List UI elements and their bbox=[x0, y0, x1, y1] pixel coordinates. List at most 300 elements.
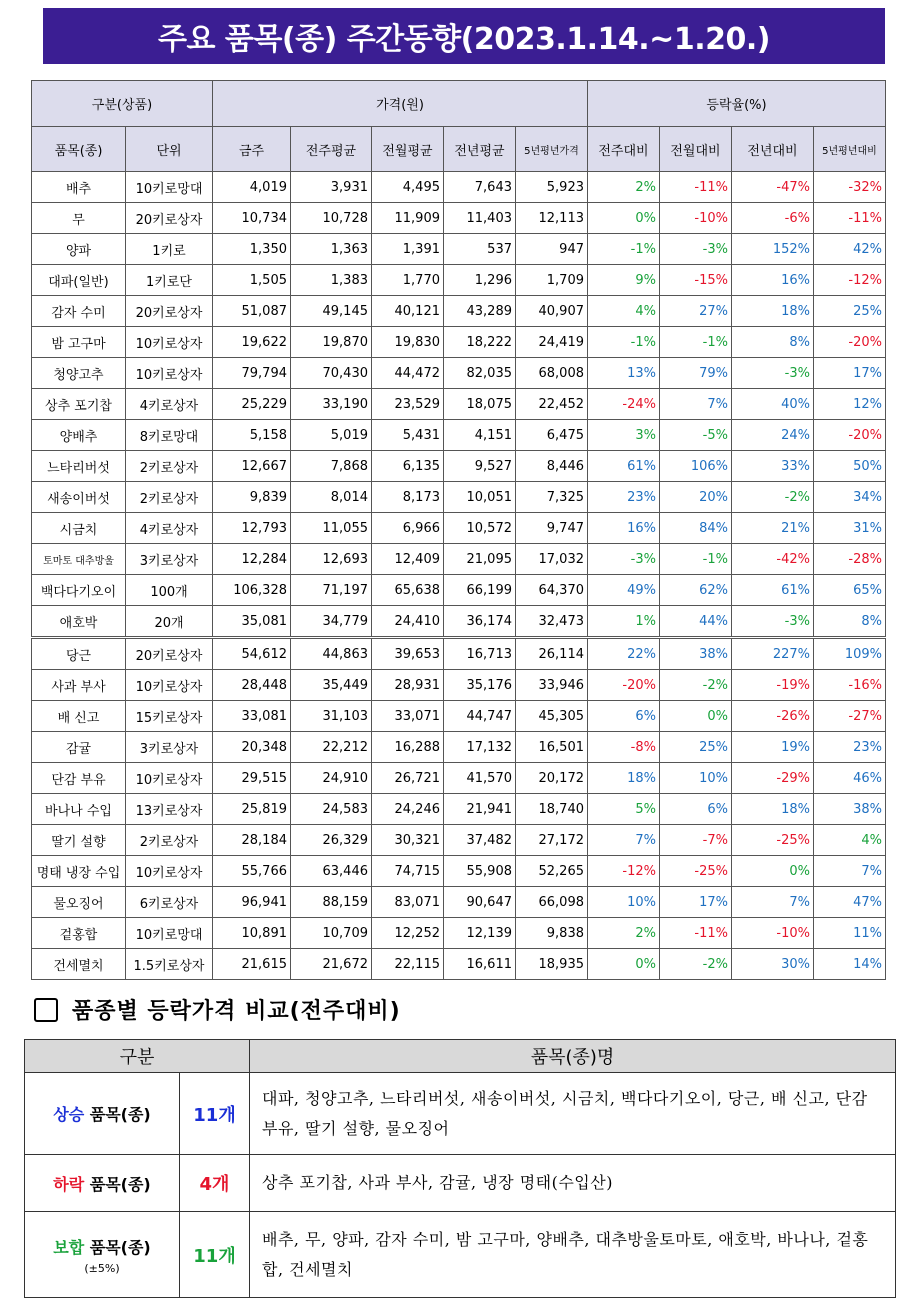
change-cell: -11% bbox=[660, 918, 732, 949]
unit-cell: 10키로상자 bbox=[126, 763, 213, 794]
unit-cell: 4키로상자 bbox=[126, 513, 213, 544]
price-cell: 12,667 bbox=[213, 451, 291, 482]
price-cell: 12,409 bbox=[372, 544, 444, 575]
change-cell: 30% bbox=[732, 949, 814, 980]
table-row bbox=[32, 265, 886, 296]
change-cell: 17% bbox=[660, 887, 732, 918]
price-cell: 9,838 bbox=[516, 918, 588, 949]
unit-cell: 2키로상자 bbox=[126, 451, 213, 482]
price-cell: 27,172 bbox=[516, 825, 588, 856]
change-cell: 8% bbox=[814, 606, 886, 638]
change-cell: 8% bbox=[732, 327, 814, 358]
item-name-cell: 배 신고 bbox=[32, 701, 126, 732]
unit-cell: 10키로망대 bbox=[126, 172, 213, 203]
price-cell: 28,448 bbox=[213, 670, 291, 701]
header-this-week: 금주 bbox=[213, 127, 291, 172]
table-row bbox=[32, 701, 886, 732]
table-row bbox=[32, 420, 886, 451]
change-cell: 25% bbox=[660, 732, 732, 763]
price-cell: 35,176 bbox=[444, 670, 516, 701]
price-cell: 12,139 bbox=[444, 918, 516, 949]
change-cell: 0% bbox=[588, 949, 660, 980]
change-cell: 0% bbox=[660, 701, 732, 732]
price-cell: 68,008 bbox=[516, 358, 588, 389]
price-cell: 21,615 bbox=[213, 949, 291, 980]
price-cell: 33,190 bbox=[291, 389, 372, 420]
change-cell: 61% bbox=[588, 451, 660, 482]
price-cell: 11,403 bbox=[444, 203, 516, 234]
header-price-group: 가격(원) bbox=[213, 81, 588, 127]
item-name-cell: 물오징어 bbox=[32, 887, 126, 918]
change-cell: 2% bbox=[588, 172, 660, 203]
change-cell: 16% bbox=[588, 513, 660, 544]
table-row bbox=[32, 856, 886, 887]
price-cell: 39,653 bbox=[372, 638, 444, 670]
price-cell: 26,329 bbox=[291, 825, 372, 856]
price-cell: 5,019 bbox=[291, 420, 372, 451]
price-cell: 34,779 bbox=[291, 606, 372, 638]
cmp-fall-count: 4개 bbox=[180, 1155, 250, 1212]
price-table bbox=[31, 80, 886, 980]
unit-cell: 1.5키로상자 bbox=[126, 949, 213, 980]
item-name-cell: 감귤 bbox=[32, 732, 126, 763]
item-name-cell: 바나나 수입 bbox=[32, 794, 126, 825]
price-cell: 40,907 bbox=[516, 296, 588, 327]
price-cell: 28,931 bbox=[372, 670, 444, 701]
change-cell: 227% bbox=[732, 638, 814, 670]
change-cell: 18% bbox=[732, 794, 814, 825]
table-row bbox=[32, 327, 886, 358]
change-cell: 38% bbox=[814, 794, 886, 825]
cmp-header-category: 구분 bbox=[25, 1040, 250, 1073]
change-cell: 27% bbox=[660, 296, 732, 327]
unit-cell: 1키로단 bbox=[126, 265, 213, 296]
price-cell: 12,693 bbox=[291, 544, 372, 575]
item-name-cell: 느타리버섯 bbox=[32, 451, 126, 482]
table-row bbox=[32, 513, 886, 544]
header-vs-week: 전주대비 bbox=[588, 127, 660, 172]
price-cell: 18,222 bbox=[444, 327, 516, 358]
price-cell: 16,501 bbox=[516, 732, 588, 763]
change-cell: 33% bbox=[732, 451, 814, 482]
change-cell: 2% bbox=[588, 918, 660, 949]
item-name-cell: 토마토 대추방울 bbox=[32, 544, 126, 575]
price-cell: 32,473 bbox=[516, 606, 588, 638]
price-cell: 3,931 bbox=[291, 172, 372, 203]
price-cell: 52,265 bbox=[516, 856, 588, 887]
price-cell: 26,721 bbox=[372, 763, 444, 794]
change-cell: -32% bbox=[814, 172, 886, 203]
cmp-fall-label: 하락 품목(종) bbox=[25, 1155, 180, 1212]
item-name-cell: 새송이버섯 bbox=[32, 482, 126, 513]
price-cell: 1,363 bbox=[291, 234, 372, 265]
price-cell: 106,328 bbox=[213, 575, 291, 606]
change-cell: -15% bbox=[660, 265, 732, 296]
change-cell: 62% bbox=[660, 575, 732, 606]
item-name-cell: 겉홍합 bbox=[32, 918, 126, 949]
table-row bbox=[32, 358, 886, 389]
price-cell: 18,075 bbox=[444, 389, 516, 420]
price-cell: 1,383 bbox=[291, 265, 372, 296]
change-cell: 22% bbox=[588, 638, 660, 670]
change-cell: -28% bbox=[814, 544, 886, 575]
change-cell: 10% bbox=[588, 887, 660, 918]
price-cell: 16,288 bbox=[372, 732, 444, 763]
item-name-cell: 양배추 bbox=[32, 420, 126, 451]
price-cell: 43,289 bbox=[444, 296, 516, 327]
change-cell: -2% bbox=[660, 670, 732, 701]
price-cell: 44,863 bbox=[291, 638, 372, 670]
price-cell: 9,527 bbox=[444, 451, 516, 482]
price-cell: 9,747 bbox=[516, 513, 588, 544]
table-row bbox=[32, 544, 886, 575]
price-cell: 26,114 bbox=[516, 638, 588, 670]
price-cell: 5,158 bbox=[213, 420, 291, 451]
item-name-cell: 당근 bbox=[32, 638, 126, 670]
change-cell: 13% bbox=[588, 358, 660, 389]
change-cell: -25% bbox=[660, 856, 732, 887]
price-cell: 10,051 bbox=[444, 482, 516, 513]
unit-cell: 4키로상자 bbox=[126, 389, 213, 420]
price-cell: 4,495 bbox=[372, 172, 444, 203]
cmp-rise-label: 상승 품목(종) bbox=[25, 1073, 180, 1155]
table-row bbox=[32, 887, 886, 918]
price-cell: 54,612 bbox=[213, 638, 291, 670]
change-cell: 19% bbox=[732, 732, 814, 763]
price-cell: 19,830 bbox=[372, 327, 444, 358]
price-cell: 41,570 bbox=[444, 763, 516, 794]
price-cell: 6,135 bbox=[372, 451, 444, 482]
change-cell: 49% bbox=[588, 575, 660, 606]
change-cell: -6% bbox=[732, 203, 814, 234]
change-cell: -1% bbox=[588, 327, 660, 358]
price-cell: 25,229 bbox=[213, 389, 291, 420]
price-cell: 88,159 bbox=[291, 887, 372, 918]
price-cell: 24,419 bbox=[516, 327, 588, 358]
price-cell: 44,747 bbox=[444, 701, 516, 732]
price-cell: 4,151 bbox=[444, 420, 516, 451]
price-cell: 12,113 bbox=[516, 203, 588, 234]
price-cell: 6,966 bbox=[372, 513, 444, 544]
change-cell: -11% bbox=[814, 203, 886, 234]
price-cell: 63,446 bbox=[291, 856, 372, 887]
price-cell: 10,728 bbox=[291, 203, 372, 234]
price-cell: 24,246 bbox=[372, 794, 444, 825]
change-cell: 34% bbox=[814, 482, 886, 513]
change-cell: 10% bbox=[660, 763, 732, 794]
table-row bbox=[32, 482, 886, 513]
price-cell: 44,472 bbox=[372, 358, 444, 389]
price-cell: 6,475 bbox=[516, 420, 588, 451]
price-cell: 66,098 bbox=[516, 887, 588, 918]
price-cell: 21,672 bbox=[291, 949, 372, 980]
price-cell: 537 bbox=[444, 234, 516, 265]
cmp-steady-label: 보합 품목(종) (±5%) bbox=[25, 1212, 180, 1298]
header-vs-month: 전월대비 bbox=[660, 127, 732, 172]
price-cell: 947 bbox=[516, 234, 588, 265]
unit-cell: 1키로 bbox=[126, 234, 213, 265]
change-cell: -2% bbox=[732, 482, 814, 513]
change-cell: -10% bbox=[732, 918, 814, 949]
change-cell: 31% bbox=[814, 513, 886, 544]
change-cell: 4% bbox=[814, 825, 886, 856]
price-cell: 66,199 bbox=[444, 575, 516, 606]
table-row bbox=[32, 825, 886, 856]
change-cell: -1% bbox=[588, 234, 660, 265]
price-cell: 25,819 bbox=[213, 794, 291, 825]
price-cell: 22,212 bbox=[291, 732, 372, 763]
change-cell: 44% bbox=[660, 606, 732, 638]
change-cell: -47% bbox=[732, 172, 814, 203]
unit-cell: 10키로상자 bbox=[126, 856, 213, 887]
change-cell: -8% bbox=[588, 732, 660, 763]
item-name-cell: 양파 bbox=[32, 234, 126, 265]
unit-cell: 20개 bbox=[126, 606, 213, 638]
change-cell: -3% bbox=[732, 606, 814, 638]
table-row bbox=[32, 575, 886, 606]
price-cell: 10,709 bbox=[291, 918, 372, 949]
header-prev-month: 전월평균 bbox=[372, 127, 444, 172]
change-cell: -2% bbox=[660, 949, 732, 980]
change-cell: -1% bbox=[660, 327, 732, 358]
price-cell: 71,197 bbox=[291, 575, 372, 606]
item-name-cell: 백다다기오이 bbox=[32, 575, 126, 606]
change-cell: -26% bbox=[732, 701, 814, 732]
price-cell: 18,740 bbox=[516, 794, 588, 825]
header-prev-week: 전주평균 bbox=[291, 127, 372, 172]
price-cell: 17,132 bbox=[444, 732, 516, 763]
change-cell: 18% bbox=[732, 296, 814, 327]
price-cell: 10,572 bbox=[444, 513, 516, 544]
price-cell: 1,296 bbox=[444, 265, 516, 296]
price-cell: 36,174 bbox=[444, 606, 516, 638]
change-cell: 1% bbox=[588, 606, 660, 638]
header-prev-year: 전년평균 bbox=[444, 127, 516, 172]
price-cell: 49,145 bbox=[291, 296, 372, 327]
price-cell: 5,431 bbox=[372, 420, 444, 451]
change-cell: -27% bbox=[814, 701, 886, 732]
item-name-cell: 시금치 bbox=[32, 513, 126, 544]
price-cell: 19,622 bbox=[213, 327, 291, 358]
unit-cell: 2키로상자 bbox=[126, 825, 213, 856]
change-cell: -20% bbox=[814, 327, 886, 358]
price-cell: 4,019 bbox=[213, 172, 291, 203]
price-cell: 19,870 bbox=[291, 327, 372, 358]
unit-cell: 3키로상자 bbox=[126, 732, 213, 763]
price-cell: 16,611 bbox=[444, 949, 516, 980]
section-title-text: 품종별 등락가격 비교(전주대비) bbox=[72, 999, 401, 1024]
cmp-rise-items: 대파, 청양고추, 느타리버섯, 새송이버섯, 시금치, 백다다기오이, 당근, 배 신고, 단감 부유, 딸기 설향, 물오징어 bbox=[250, 1073, 896, 1155]
cmp-header-items: 품목(종)명 bbox=[250, 1040, 896, 1073]
price-cell: 83,071 bbox=[372, 887, 444, 918]
change-cell: 5% bbox=[588, 794, 660, 825]
unit-cell: 100개 bbox=[126, 575, 213, 606]
price-cell: 5,923 bbox=[516, 172, 588, 203]
table-row bbox=[32, 606, 886, 638]
table-row bbox=[32, 389, 886, 420]
change-cell: 50% bbox=[814, 451, 886, 482]
comparison-table bbox=[24, 1039, 896, 1298]
price-cell: 64,370 bbox=[516, 575, 588, 606]
unit-cell: 20키로상자 bbox=[126, 638, 213, 670]
price-cell: 55,908 bbox=[444, 856, 516, 887]
unit-cell: 10키로상자 bbox=[126, 670, 213, 701]
price-cell: 45,305 bbox=[516, 701, 588, 732]
change-cell: 16% bbox=[732, 265, 814, 296]
item-name-cell: 명태 냉장 수입 bbox=[32, 856, 126, 887]
price-cell: 35,449 bbox=[291, 670, 372, 701]
page-title: 주요 품목(종) 주간동향(2023.1.14.~1.20.) bbox=[43, 8, 885, 64]
change-cell: 18% bbox=[588, 763, 660, 794]
price-cell: 12,284 bbox=[213, 544, 291, 575]
change-cell: 4% bbox=[588, 296, 660, 327]
change-cell: 65% bbox=[814, 575, 886, 606]
unit-cell: 10키로상자 bbox=[126, 327, 213, 358]
price-cell: 11,909 bbox=[372, 203, 444, 234]
change-cell: -25% bbox=[732, 825, 814, 856]
price-cell: 21,941 bbox=[444, 794, 516, 825]
price-cell: 40,121 bbox=[372, 296, 444, 327]
unit-cell: 2키로상자 bbox=[126, 482, 213, 513]
price-cell: 7,868 bbox=[291, 451, 372, 482]
change-cell: 7% bbox=[814, 856, 886, 887]
change-cell: 14% bbox=[814, 949, 886, 980]
price-cell: 37,482 bbox=[444, 825, 516, 856]
price-cell: 1,505 bbox=[213, 265, 291, 296]
table-row bbox=[32, 949, 886, 980]
price-cell: 16,713 bbox=[444, 638, 516, 670]
change-cell: 6% bbox=[660, 794, 732, 825]
price-cell: 90,647 bbox=[444, 887, 516, 918]
price-cell: 28,184 bbox=[213, 825, 291, 856]
table-row bbox=[32, 203, 886, 234]
price-cell: 10,891 bbox=[213, 918, 291, 949]
price-cell: 33,946 bbox=[516, 670, 588, 701]
header-unit: 단위 bbox=[126, 127, 213, 172]
item-name-cell: 건세멸치 bbox=[32, 949, 126, 980]
item-name-cell: 밤 고구마 bbox=[32, 327, 126, 358]
table-row bbox=[32, 172, 886, 203]
price-cell: 10,734 bbox=[213, 203, 291, 234]
item-name-cell: 대파(일반) bbox=[32, 265, 126, 296]
change-cell: -16% bbox=[814, 670, 886, 701]
change-cell: -5% bbox=[660, 420, 732, 451]
header-change-group: 등락율(%) bbox=[588, 81, 886, 127]
checkbox-icon bbox=[34, 998, 58, 1022]
item-name-cell: 청양고추 bbox=[32, 358, 126, 389]
unit-cell: 20키로상자 bbox=[126, 203, 213, 234]
item-name-cell: 사과 부사 bbox=[32, 670, 126, 701]
price-cell: 82,035 bbox=[444, 358, 516, 389]
price-cell: 1,709 bbox=[516, 265, 588, 296]
change-cell: 7% bbox=[660, 389, 732, 420]
price-cell: 8,446 bbox=[516, 451, 588, 482]
header-item: 품목(종) bbox=[32, 127, 126, 172]
change-cell: 42% bbox=[814, 234, 886, 265]
change-cell: -11% bbox=[660, 172, 732, 203]
change-cell: 11% bbox=[814, 918, 886, 949]
unit-cell: 10키로망대 bbox=[126, 918, 213, 949]
change-cell: -29% bbox=[732, 763, 814, 794]
change-cell: -20% bbox=[814, 420, 886, 451]
price-cell: 1,770 bbox=[372, 265, 444, 296]
item-name-cell: 딸기 설향 bbox=[32, 825, 126, 856]
item-name-cell: 단감 부유 bbox=[32, 763, 126, 794]
table-row bbox=[32, 638, 886, 670]
price-cell: 79,794 bbox=[213, 358, 291, 389]
unit-cell: 15키로상자 bbox=[126, 701, 213, 732]
price-cell: 24,410 bbox=[372, 606, 444, 638]
price-cell: 74,715 bbox=[372, 856, 444, 887]
price-cell: 35,081 bbox=[213, 606, 291, 638]
change-cell: 61% bbox=[732, 575, 814, 606]
price-cell: 7,325 bbox=[516, 482, 588, 513]
item-name-cell: 무 bbox=[32, 203, 126, 234]
change-cell: -19% bbox=[732, 670, 814, 701]
price-cell: 1,350 bbox=[213, 234, 291, 265]
item-name-cell: 감자 수미 bbox=[32, 296, 126, 327]
price-cell: 29,515 bbox=[213, 763, 291, 794]
change-cell: -10% bbox=[660, 203, 732, 234]
unit-cell: 8키로망대 bbox=[126, 420, 213, 451]
cmp-steady-count: 11개 bbox=[180, 1212, 250, 1298]
header-vs-year: 전년대비 bbox=[732, 127, 814, 172]
price-cell: 1,391 bbox=[372, 234, 444, 265]
unit-cell: 20키로상자 bbox=[126, 296, 213, 327]
change-cell: -20% bbox=[588, 670, 660, 701]
price-cell: 21,095 bbox=[444, 544, 516, 575]
change-cell: 21% bbox=[732, 513, 814, 544]
change-cell: 3% bbox=[588, 420, 660, 451]
change-cell: 17% bbox=[814, 358, 886, 389]
table-row bbox=[32, 296, 886, 327]
change-cell: 7% bbox=[588, 825, 660, 856]
change-cell: -3% bbox=[732, 358, 814, 389]
price-cell: 8,173 bbox=[372, 482, 444, 513]
price-cell: 8,014 bbox=[291, 482, 372, 513]
price-cell: 30,321 bbox=[372, 825, 444, 856]
price-cell: 22,115 bbox=[372, 949, 444, 980]
cmp-rise-count: 11개 bbox=[180, 1073, 250, 1155]
header-five-year: 5년평년가격 bbox=[516, 127, 588, 172]
price-cell: 31,103 bbox=[291, 701, 372, 732]
price-cell: 65,638 bbox=[372, 575, 444, 606]
price-cell: 20,172 bbox=[516, 763, 588, 794]
item-name-cell: 애호박 bbox=[32, 606, 126, 638]
table-row bbox=[32, 732, 886, 763]
price-cell: 70,430 bbox=[291, 358, 372, 389]
unit-cell: 13키로상자 bbox=[126, 794, 213, 825]
table-row bbox=[32, 794, 886, 825]
price-cell: 9,839 bbox=[213, 482, 291, 513]
table-row bbox=[32, 670, 886, 701]
change-cell: -12% bbox=[588, 856, 660, 887]
comparison-section-title bbox=[34, 994, 401, 1025]
table-row bbox=[32, 763, 886, 794]
price-cell: 18,935 bbox=[516, 949, 588, 980]
price-cell: 33,071 bbox=[372, 701, 444, 732]
price-cell: 23,529 bbox=[372, 389, 444, 420]
header-category-group: 구분(상품) bbox=[32, 81, 213, 127]
change-cell: 23% bbox=[814, 732, 886, 763]
change-cell: 25% bbox=[814, 296, 886, 327]
change-cell: 84% bbox=[660, 513, 732, 544]
cmp-fall-items: 상추 포기찹, 사과 부사, 감귤, 냉장 명태(수입산) bbox=[250, 1155, 896, 1212]
change-cell: 152% bbox=[732, 234, 814, 265]
change-cell: 20% bbox=[660, 482, 732, 513]
change-cell: -3% bbox=[588, 544, 660, 575]
change-cell: 9% bbox=[588, 265, 660, 296]
